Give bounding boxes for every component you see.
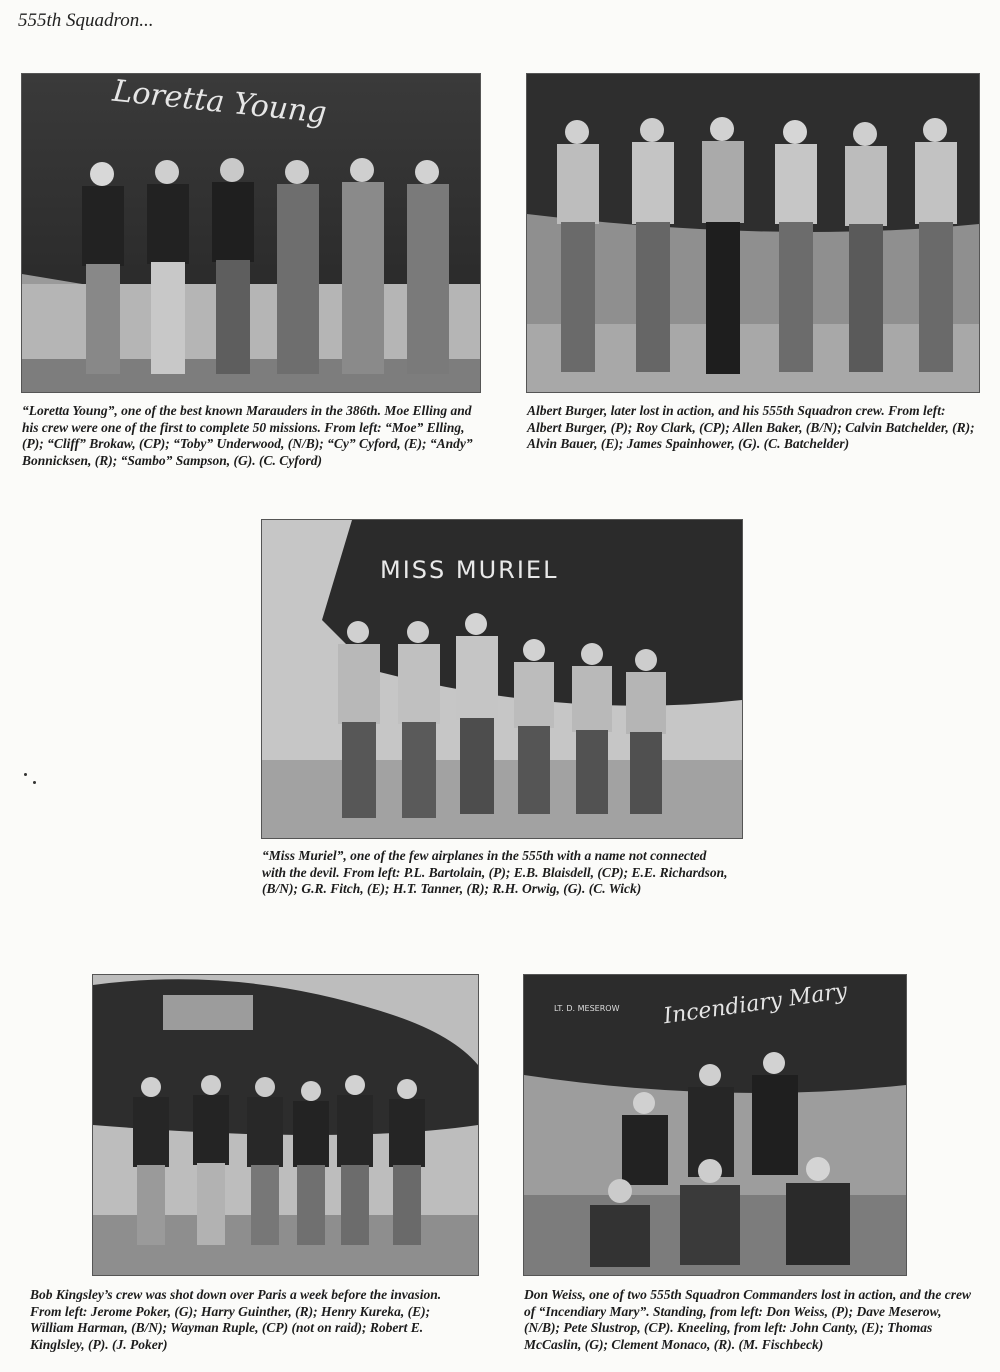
caption-incendiary-mary: Don Weiss, one of two 555th Squadron Commanders lost in action, and the crew of “Incendiary Mary”. Standing, from left: Don Weiss, (P); Dave Meserow, (N/B); Pete Slustrop, (CP). Kneeling, from left: John Canty, (E); Thomas McCaslin, (G); Clement Monaco, (R). (M. Fischbeck) [524, 1287, 971, 1352]
photo-burger-crew [527, 74, 979, 392]
photo-incendiary-mary [524, 975, 906, 1275]
photo-miss-muriel [262, 520, 742, 838]
photo-loretta-young [22, 74, 480, 392]
scan-speck [24, 773, 27, 776]
caption-loretta-young: “Loretta Young”, one of the best known Marauders in the 386th. Moe Elling and his crew were one of the first to complete 50 missions. From left: “Moe” Elling, (P); “Cliff” Brokaw, (CP); “Toby” Underwood, (N/B); “Cy” Cyford, (E); “Andy” Bonnicksen, (R); “Sambo” Sampson, (G). (C. Cyford) [22, 403, 473, 468]
caption-miss-muriel: “Miss Muriel”, one of the few airplanes in the 555th with a name not connected with the devil. From left: P.L. Bartolain, (P); E.B. Blaisdell, (CP); E.E. Richardson, (B/N); G.R. Fitch, (E); H.T. Tanner, (R); R.H. Orwig, (G). (C. Wick) [262, 848, 728, 896]
nose-art-loretta-young: Loretta Young [110, 74, 329, 131]
caption-burger-crew: Albert Burger, later lost in action, and his 555th Squadron crew. From left: Albert Burger, (P); Roy Clark, (CP); Allen Baker, (B/N); Calvin Batchelder, (R); Alvin Bauer, (E); James Spainhower, (G). (C. Batchelder) [527, 403, 975, 451]
nose-art-incendiary-mary: Incendiary Mary [661, 978, 849, 1030]
photo-kingsley-crew [93, 975, 478, 1275]
page-header: 555th Squadron... [18, 10, 154, 31]
nose-art-miss-muriel: MISS MURIEL [380, 556, 559, 584]
nose-label-meserow: LT. D. MESEROW [554, 1004, 620, 1013]
scan-speck [33, 781, 36, 784]
caption-kingsley-crew: Bob Kingsley’s crew was shot down over Paris a week before the invasion. From left: Jerome Poker, (G); Harry Guinther, (R); Henry Kureka, (E); William Harman, (B/N); Wayman Ruple, (CP) (not on raid); Robert E. Kinglsley, (P). (J. Poker) [30, 1287, 442, 1352]
